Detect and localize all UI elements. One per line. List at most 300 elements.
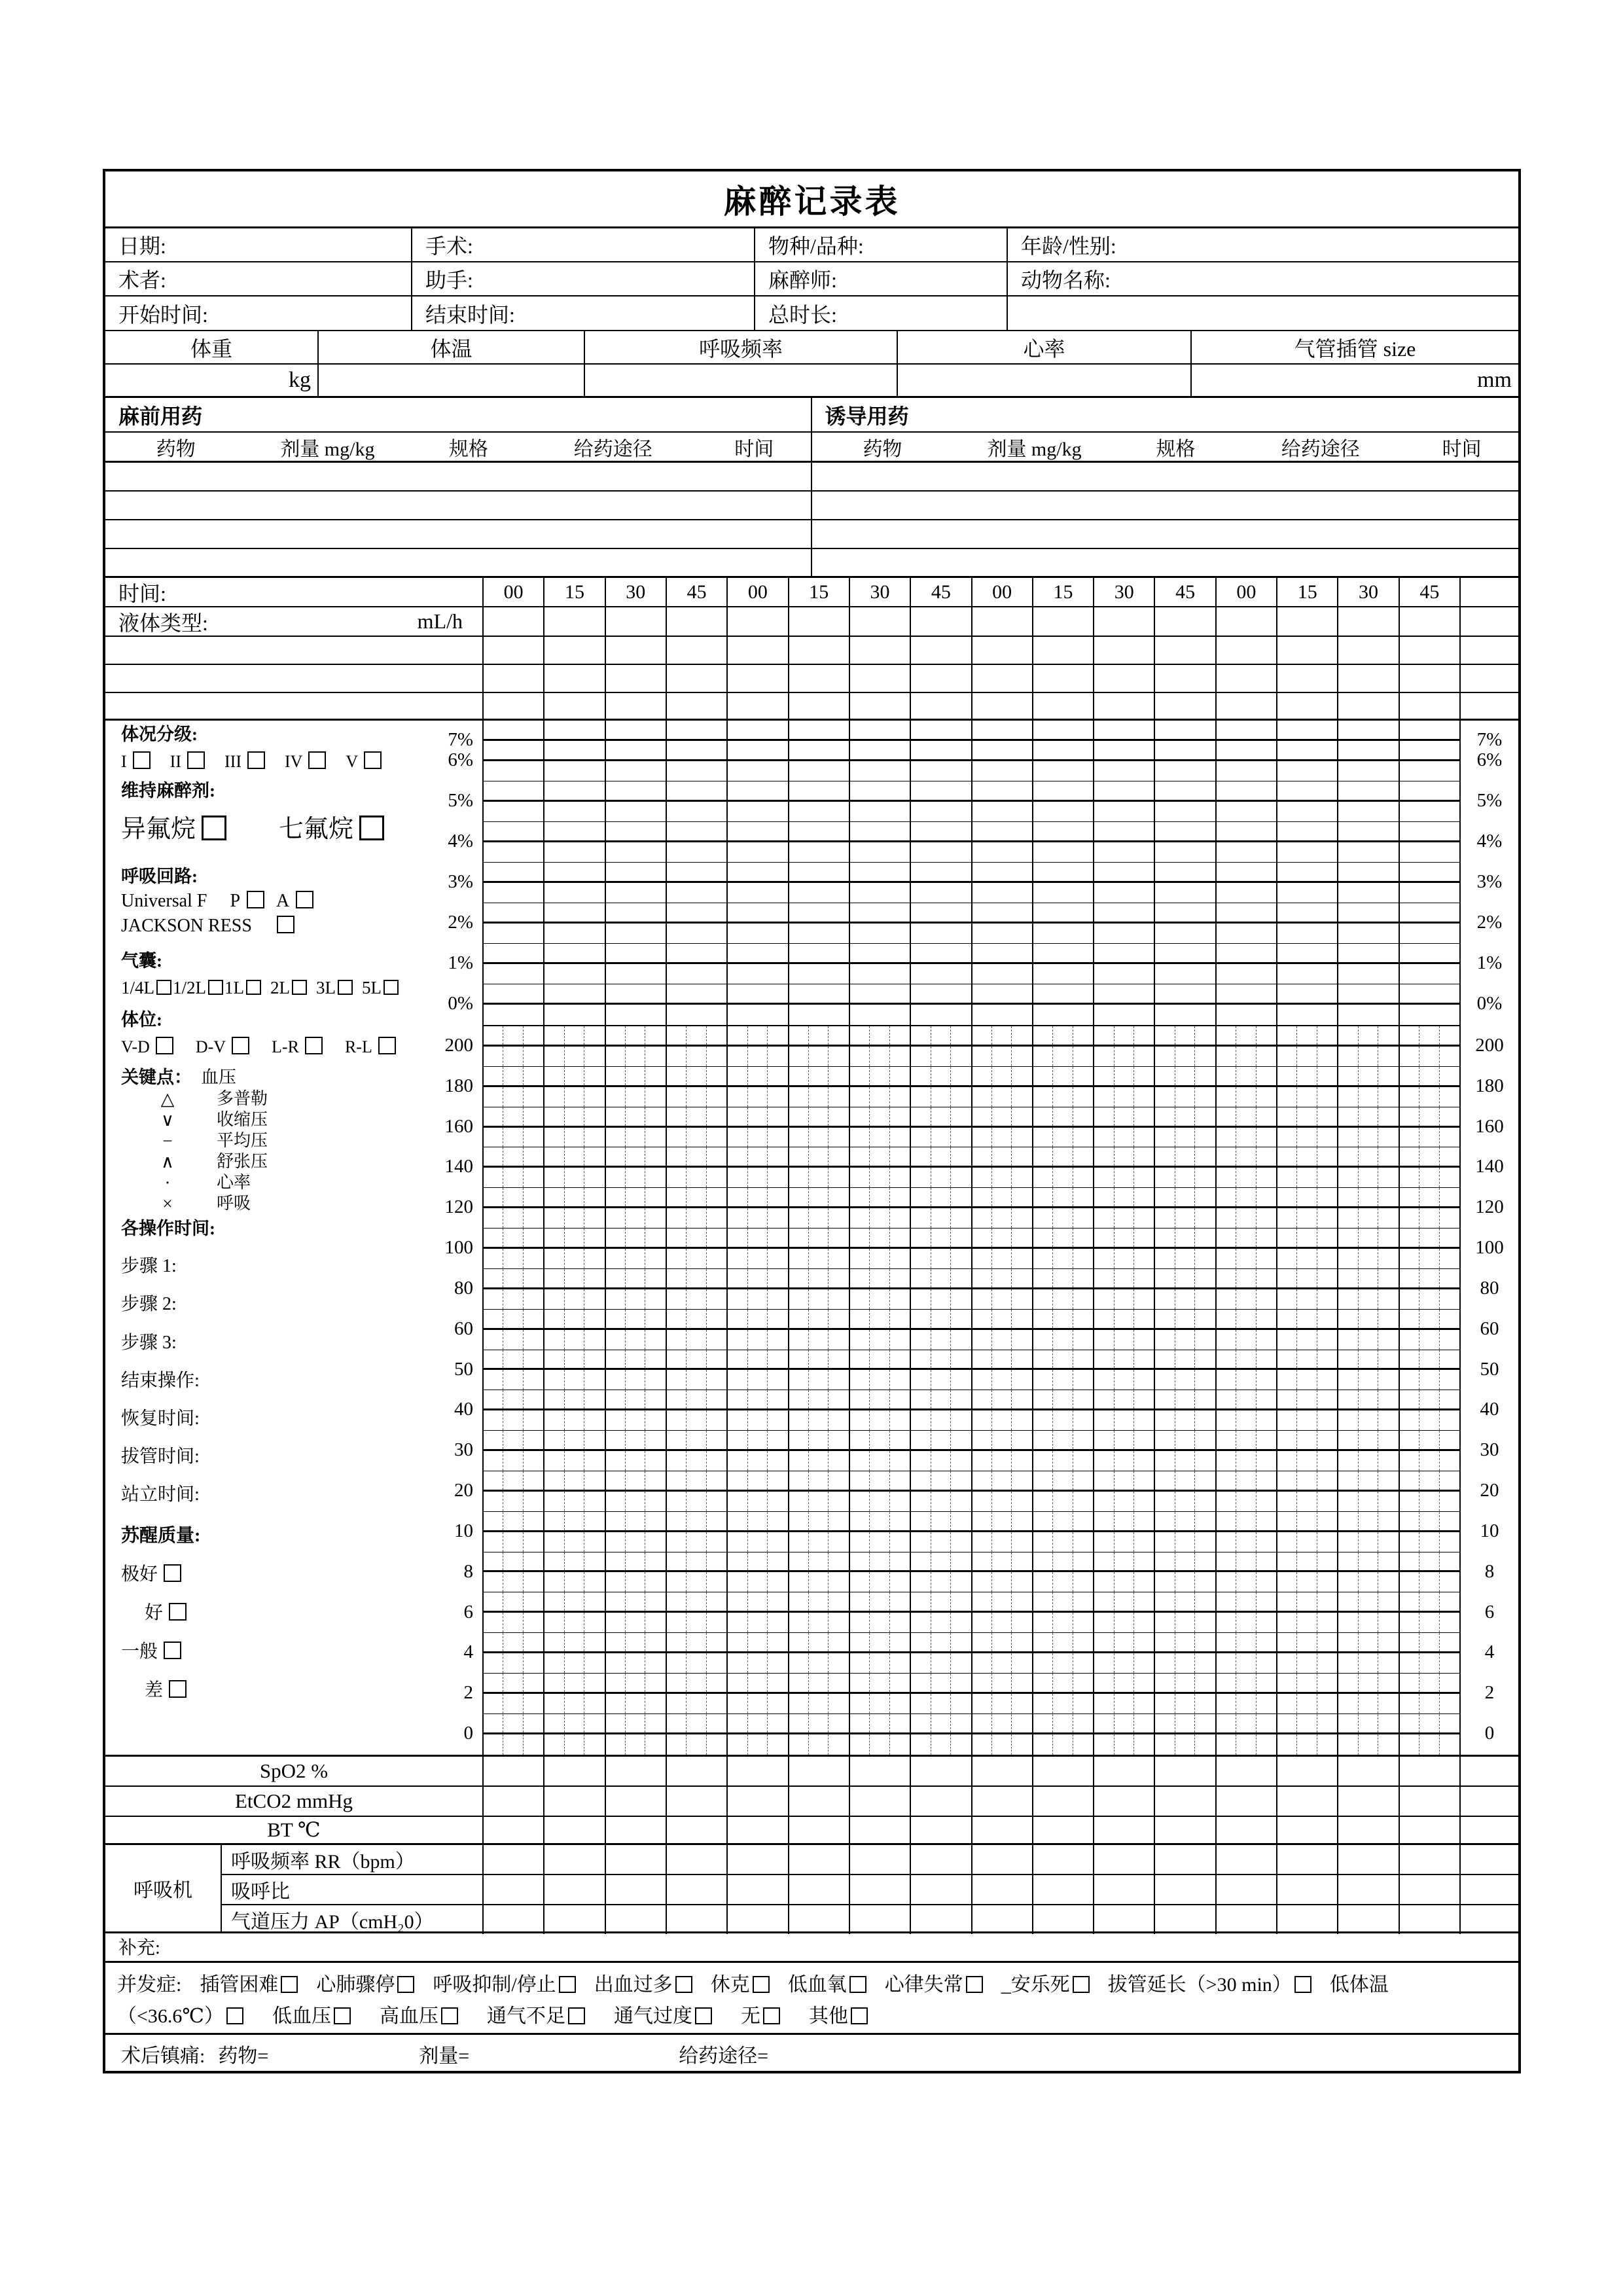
monitor-value-cell[interactable] xyxy=(911,1817,972,1843)
checkbox[interactable] xyxy=(232,1037,249,1054)
checkbox[interactable] xyxy=(246,980,261,995)
monitor-value-cell[interactable] xyxy=(911,1757,972,1785)
ventilator-row-label: 呼吸频率 RR（bpm） xyxy=(222,1845,484,1874)
percent-grid-cell xyxy=(1094,903,1155,922)
entry-cell[interactable] xyxy=(1277,665,1338,692)
monitor-value-cell[interactable] xyxy=(850,1817,911,1843)
monitor-value-cell[interactable] xyxy=(789,1817,850,1843)
ventilator-value-cell[interactable] xyxy=(1400,1875,1461,1904)
ventilator-value-cell[interactable] xyxy=(1277,1905,1338,1934)
monitor-value-cell[interactable] xyxy=(667,1757,728,1785)
ventilator-value-cell[interactable] xyxy=(1094,1905,1155,1934)
ventilator-value-cell[interactable] xyxy=(789,1845,850,1874)
optime-field[interactable]: 恢复时间: xyxy=(121,1408,200,1429)
monitor-value-cell[interactable] xyxy=(1277,1757,1338,1785)
ventilator-value-cell[interactable] xyxy=(544,1875,605,1904)
entry-cell[interactable] xyxy=(850,693,911,719)
legend-label: 多普勒 xyxy=(217,1089,268,1109)
fluid-cell[interactable] xyxy=(972,607,1033,636)
checkbox[interactable] xyxy=(378,1037,396,1054)
optime-field[interactable]: 步骤 3: xyxy=(121,1332,177,1353)
checkbox[interactable] xyxy=(383,980,399,995)
monitor-value-cell[interactable] xyxy=(1155,1817,1216,1843)
checkbox[interactable] xyxy=(966,1976,983,1993)
ventilator-value-cell[interactable] xyxy=(1400,1845,1461,1874)
induction-entry-cell[interactable] xyxy=(812,549,1519,576)
entry-cell[interactable] xyxy=(1155,665,1216,692)
ventilator-value-cell[interactable] xyxy=(1217,1875,1277,1904)
fluid-cell[interactable] xyxy=(667,607,728,636)
checkbox[interactable] xyxy=(763,2007,780,2024)
resp-rate-value-cell[interactable] xyxy=(585,365,898,396)
five-min-divider xyxy=(1115,1188,1134,1206)
monitor-value-cell[interactable] xyxy=(789,1757,850,1785)
entry-cell[interactable] xyxy=(972,637,1033,664)
entry-cell[interactable] xyxy=(972,693,1033,719)
fluid-cell[interactable] xyxy=(1400,607,1461,636)
checkbox[interactable] xyxy=(568,2007,585,2024)
monitor-value-cell[interactable] xyxy=(484,1757,544,1785)
ventilator-value-cell[interactable] xyxy=(1338,1905,1399,1934)
entry-cell[interactable] xyxy=(1400,693,1461,719)
fluid-cell[interactable] xyxy=(1094,607,1155,636)
entry-cell[interactable] xyxy=(789,693,850,719)
checkbox[interactable] xyxy=(202,816,226,840)
ventilator-value-cell[interactable] xyxy=(850,1845,911,1874)
entry-cell[interactable] xyxy=(1217,693,1277,719)
fluid-cell[interactable] xyxy=(606,607,667,636)
ventilator-value-cell[interactable] xyxy=(1338,1845,1399,1874)
five-min-divider xyxy=(1338,1714,1358,1732)
fluid-cell[interactable] xyxy=(789,607,850,636)
vital-grid-cell xyxy=(1217,1350,1277,1369)
entry-cell[interactable] xyxy=(911,693,972,719)
time-tick-cell[interactable]: 00 xyxy=(728,578,789,606)
vital-grid-cell xyxy=(1094,1572,1155,1592)
vital-grid-cell xyxy=(484,1330,544,1350)
entry-cell[interactable] xyxy=(484,637,544,664)
entry-cell[interactable] xyxy=(789,637,850,664)
five-min-divider xyxy=(1033,1168,1053,1187)
time-tick-cell[interactable]: 45 xyxy=(911,578,972,606)
assistant-field[interactable]: 助手: xyxy=(412,262,755,295)
checkbox[interactable] xyxy=(296,891,313,908)
induction-entry-cell[interactable] xyxy=(812,492,1519,519)
monitor-value-cell[interactable] xyxy=(1400,1757,1461,1785)
fluid-right-cell[interactable] xyxy=(1461,607,1518,636)
ventilator-value-cell[interactable] xyxy=(1400,1905,1461,1934)
monitor-value-cell[interactable] xyxy=(789,1787,850,1816)
ventilator-value-cell[interactable] xyxy=(484,1905,544,1934)
entry-cell[interactable] xyxy=(667,665,728,692)
five-min-divider xyxy=(626,1168,645,1187)
five-min-divider xyxy=(748,1471,768,1490)
entry-cell[interactable] xyxy=(1033,637,1094,664)
ventilator-value-cell[interactable] xyxy=(667,1845,728,1874)
checkbox[interactable] xyxy=(156,980,171,995)
ventilator-value-cell[interactable] xyxy=(1155,1875,1216,1904)
vital-grid-cell xyxy=(544,1532,605,1552)
ventilator-value-cell[interactable] xyxy=(972,1875,1033,1904)
ventilator-right-cell[interactable] xyxy=(1461,1845,1518,1874)
ventilator-value-cell[interactable] xyxy=(1094,1845,1155,1874)
ventilator-value-cell[interactable] xyxy=(728,1875,789,1904)
optime-field[interactable]: 结束操作: xyxy=(121,1370,200,1391)
five-min-divider xyxy=(870,1552,889,1571)
checkbox[interactable] xyxy=(1294,1976,1311,1993)
checkbox[interactable] xyxy=(208,980,223,995)
five-min-divider xyxy=(1359,1431,1378,1449)
time-tick-cell[interactable]: 30 xyxy=(850,578,911,606)
ventilator-value-cell[interactable] xyxy=(850,1905,911,1934)
vital-grid-cell xyxy=(728,1451,789,1471)
percent-grid-cell xyxy=(1094,924,1155,943)
monitor-value-cell[interactable] xyxy=(1338,1757,1399,1785)
checkbox[interactable] xyxy=(308,751,326,769)
entry-cell[interactable] xyxy=(606,665,667,692)
ventilator-value-cell[interactable] xyxy=(1338,1875,1399,1904)
ventilator-value-cell[interactable] xyxy=(728,1905,789,1934)
entry-cell[interactable] xyxy=(1155,637,1216,664)
fluid-cell[interactable] xyxy=(1155,607,1216,636)
species-field[interactable]: 物种/品种: xyxy=(755,228,1008,261)
monitor-right-cell[interactable] xyxy=(1461,1757,1518,1785)
five-min-divider xyxy=(1175,1269,1195,1287)
optime-field[interactable]: 步骤 1: xyxy=(121,1256,177,1277)
entry-cell[interactable] xyxy=(1338,693,1399,719)
checkbox[interactable] xyxy=(849,1976,866,1993)
monitor-value-cell[interactable] xyxy=(1033,1757,1094,1785)
monitor-value-cell[interactable] xyxy=(1338,1817,1399,1843)
entry-cell[interactable] xyxy=(544,693,605,719)
five-min-divider xyxy=(809,1208,829,1228)
entry-cell[interactable] xyxy=(850,665,911,692)
fluid-cell[interactable] xyxy=(1217,607,1277,636)
checkbox[interactable] xyxy=(675,1976,692,1993)
entry-cell[interactable] xyxy=(1217,637,1277,664)
ventilator-value-cell[interactable] xyxy=(606,1845,667,1874)
checkbox[interactable] xyxy=(338,980,353,995)
checkbox[interactable] xyxy=(851,2007,868,2024)
monitor-value-cell[interactable] xyxy=(1155,1787,1216,1816)
checkbox[interactable] xyxy=(292,980,307,995)
fluid-cell[interactable] xyxy=(1033,607,1094,636)
time-tick-cell[interactable]: 45 xyxy=(667,578,728,606)
date-field[interactable]: 日期: xyxy=(105,228,412,261)
monitor-right-cell[interactable] xyxy=(1461,1817,1518,1843)
end-time-field[interactable]: 结束时间: xyxy=(412,296,755,330)
monitor-value-cell[interactable] xyxy=(484,1787,544,1816)
time-tick-cell[interactable]: 45 xyxy=(1155,578,1216,606)
premed-entry-cell[interactable] xyxy=(105,492,812,519)
monitor-value-cell[interactable] xyxy=(911,1787,972,1816)
ventilator-value-cell[interactable] xyxy=(667,1875,728,1904)
info-empty-cell[interactable] xyxy=(1008,296,1518,330)
entry-cell[interactable] xyxy=(1094,665,1155,692)
vital-grid-cell xyxy=(789,1350,850,1369)
ventilator-value-cell[interactable] xyxy=(789,1905,850,1934)
entry-cell[interactable] xyxy=(1155,693,1216,719)
ventilator-value-cell[interactable] xyxy=(850,1875,911,1904)
time-tick-cell[interactable]: 30 xyxy=(606,578,667,606)
optime-field[interactable]: 站立时间: xyxy=(121,1484,200,1505)
entry-cell[interactable] xyxy=(911,637,972,664)
supplement-row[interactable] xyxy=(105,1933,1518,1963)
premed-entry-cell[interactable] xyxy=(105,549,812,576)
entry-cell[interactable] xyxy=(1033,665,1094,692)
ventilator-value-cell[interactable] xyxy=(606,1875,667,1904)
monitor-value-cell[interactable] xyxy=(1277,1787,1338,1816)
monitor-row-label: BT ℃ xyxy=(105,1817,484,1843)
five-min-divider xyxy=(992,1168,1012,1187)
time-right-cell[interactable] xyxy=(1461,578,1518,606)
entry-cell[interactable] xyxy=(1094,637,1155,664)
time-tick-cell[interactable]: 30 xyxy=(1338,578,1399,606)
monitor-value-cell[interactable] xyxy=(1033,1817,1094,1843)
ventilator-right-cell[interactable] xyxy=(1461,1905,1518,1934)
entry-cell[interactable] xyxy=(789,665,850,692)
monitor-value-cell[interactable] xyxy=(1094,1757,1155,1785)
ventilator-value-cell[interactable] xyxy=(911,1905,972,1934)
ventilator-right-cell[interactable] xyxy=(1461,1875,1518,1904)
entry-cell[interactable] xyxy=(728,665,789,692)
ventilator-value-cell[interactable] xyxy=(1033,1905,1094,1934)
fluid-cell[interactable] xyxy=(1277,607,1338,636)
entry-cell-right[interactable] xyxy=(1461,637,1518,664)
entry-cell[interactable] xyxy=(1400,665,1461,692)
monitor-value-cell[interactable] xyxy=(1094,1787,1155,1816)
checkbox[interactable] xyxy=(359,816,384,840)
monitor-value-cell[interactable] xyxy=(972,1817,1033,1843)
ventilator-value-cell[interactable] xyxy=(972,1905,1033,1934)
five-min-divider xyxy=(850,1552,870,1571)
five-min-divider xyxy=(850,1633,870,1651)
checkbox[interactable] xyxy=(334,2007,351,2024)
ventilator-value-cell[interactable] xyxy=(1217,1905,1277,1934)
premed-entry-cell[interactable] xyxy=(105,463,812,490)
monitor-value-cell[interactable] xyxy=(728,1757,789,1785)
entry-cell[interactable] xyxy=(1094,693,1155,719)
heart-rate-value-cell[interactable] xyxy=(898,365,1192,396)
entry-cell[interactable] xyxy=(728,637,789,664)
checkbox[interactable] xyxy=(169,1680,187,1698)
checkbox[interactable] xyxy=(164,1564,181,1582)
entry-cell-right[interactable] xyxy=(1461,665,1518,692)
ventilator-value-cell[interactable] xyxy=(1155,1845,1216,1874)
monitor-value-cell[interactable] xyxy=(606,1787,667,1816)
five-min-divider xyxy=(565,1552,584,1571)
monitor-value-cell[interactable] xyxy=(850,1757,911,1785)
time-tick-cell[interactable]: 15 xyxy=(1277,578,1338,606)
monitor-value-cell[interactable] xyxy=(850,1787,911,1816)
monitor-value-cell[interactable] xyxy=(1217,1757,1277,1785)
entry-cell[interactable] xyxy=(544,637,605,664)
animal-name-field[interactable]: 动物名称: xyxy=(1021,268,1111,292)
checkbox[interactable] xyxy=(397,1976,414,1993)
ventilator-value-cell[interactable] xyxy=(1094,1875,1155,1904)
checkbox[interactable] xyxy=(364,751,382,769)
five-min-divider xyxy=(911,1229,931,1247)
checkbox[interactable] xyxy=(277,916,294,933)
monitor-value-cell[interactable] xyxy=(544,1787,605,1816)
checkbox[interactable] xyxy=(169,1603,187,1621)
entry-cell[interactable] xyxy=(606,637,667,664)
checkbox[interactable] xyxy=(156,1037,173,1054)
monitor-value-cell[interactable] xyxy=(972,1757,1033,1785)
fluid-cell[interactable] xyxy=(911,607,972,636)
ventilator-value-cell[interactable] xyxy=(1033,1875,1094,1904)
monitor-value-cell[interactable] xyxy=(544,1817,605,1843)
checkbox[interactable] xyxy=(281,1976,298,1993)
optime-field[interactable]: 拔管时间: xyxy=(121,1446,200,1467)
entry-cell[interactable] xyxy=(1277,637,1338,664)
start-time-field[interactable]: 开始时间: xyxy=(105,296,412,330)
age-sex-field[interactable]: 年龄/性别: xyxy=(1021,234,1116,258)
checkbox[interactable] xyxy=(753,1976,770,1993)
entry-cell[interactable] xyxy=(972,665,1033,692)
anesthetist-field[interactable]: 麻醉师: xyxy=(755,262,1008,295)
monitor-value-cell[interactable] xyxy=(1338,1787,1399,1816)
vital-signs-grid[interactable] xyxy=(484,1026,1461,1755)
monitor-value-cell[interactable] xyxy=(1155,1757,1216,1785)
time-tick-cell[interactable]: 15 xyxy=(544,578,605,606)
time-tick-cell[interactable]: 45 xyxy=(1400,578,1461,606)
checkbox[interactable] xyxy=(441,2007,458,2024)
ventilator-value-cell[interactable] xyxy=(1277,1845,1338,1874)
ventilator-value-cell[interactable] xyxy=(1033,1845,1094,1874)
checkbox[interactable] xyxy=(559,1976,576,1993)
entry-cell[interactable] xyxy=(728,693,789,719)
fluid-cell[interactable] xyxy=(484,607,544,636)
fluid-cell[interactable] xyxy=(544,607,605,636)
entry-cell[interactable] xyxy=(911,665,972,692)
monitor-value-cell[interactable] xyxy=(1217,1787,1277,1816)
surgery-field[interactable]: 手术: xyxy=(412,228,755,261)
monitor-right-cell[interactable] xyxy=(1461,1787,1518,1816)
monitor-value-cell[interactable] xyxy=(1400,1787,1461,1816)
monitor-value-cell[interactable] xyxy=(667,1787,728,1816)
fluid-cell[interactable] xyxy=(728,607,789,636)
analgesia-dose-field[interactable]: 剂量= xyxy=(419,2045,470,2067)
entry-cell[interactable] xyxy=(1338,665,1399,692)
analgesia-drug-field[interactable]: 药物= xyxy=(218,2045,269,2067)
monitor-value-cell[interactable] xyxy=(728,1787,789,1816)
monitor-value-cell[interactable] xyxy=(484,1817,544,1843)
entry-cell[interactable] xyxy=(1033,693,1094,719)
monitor-value-cell[interactable] xyxy=(1277,1817,1338,1843)
entry-cell[interactable] xyxy=(544,665,605,692)
entry-cell[interactable] xyxy=(1338,637,1399,664)
time-tick-cell[interactable]: 00 xyxy=(484,578,544,606)
ventilator-value-cell[interactable] xyxy=(728,1845,789,1874)
fluid-cell[interactable] xyxy=(850,607,911,636)
entry-cell[interactable] xyxy=(667,637,728,664)
checkbox[interactable] xyxy=(247,751,265,769)
entry-cell[interactable] xyxy=(1400,637,1461,664)
premed-entry-cell[interactable] xyxy=(105,520,812,548)
tube-size-value-cell[interactable]: mm xyxy=(1477,368,1512,392)
five-min-divider xyxy=(1033,1674,1053,1692)
time-tick-cell[interactable]: 30 xyxy=(1094,578,1155,606)
checkbox[interactable] xyxy=(695,2007,712,2024)
ventilator-value-cell[interactable] xyxy=(544,1845,605,1874)
monitor-value-cell[interactable] xyxy=(1217,1817,1277,1843)
temperature-value-cell[interactable] xyxy=(319,365,585,396)
checkbox[interactable] xyxy=(133,751,151,769)
ventilator-value-cell[interactable] xyxy=(789,1875,850,1904)
vital-grid-cell xyxy=(911,1410,972,1430)
weight-value-cell[interactable]: kg xyxy=(105,365,319,396)
entry-cell[interactable] xyxy=(484,665,544,692)
ventilator-value-cell[interactable] xyxy=(484,1845,544,1874)
analgesia-route-field[interactable]: 给药途径= xyxy=(679,2045,769,2067)
monitor-value-cell[interactable] xyxy=(1400,1817,1461,1843)
ventilator-value-cell[interactable] xyxy=(1155,1905,1216,1934)
monitor-value-cell[interactable] xyxy=(972,1787,1033,1816)
entry-cell[interactable] xyxy=(1217,665,1277,692)
five-min-divider xyxy=(850,1269,870,1287)
fluid-cell[interactable] xyxy=(1338,607,1399,636)
percent-grid-cell xyxy=(606,1005,667,1025)
surgeon-field[interactable]: 术者: xyxy=(105,262,412,295)
entry-cell-right[interactable] xyxy=(1461,693,1518,719)
monitor-value-cell[interactable] xyxy=(606,1757,667,1785)
ventilator-value-cell[interactable] xyxy=(1277,1875,1338,1904)
ventilator-value-cell[interactable] xyxy=(1217,1845,1277,1874)
time-tick-cell[interactable]: 15 xyxy=(789,578,850,606)
five-min-divider xyxy=(1359,1633,1378,1651)
entry-cell[interactable] xyxy=(606,693,667,719)
five-min-divider xyxy=(626,1552,645,1571)
time-tick-cell[interactable]: 15 xyxy=(1033,578,1094,606)
checkbox[interactable] xyxy=(1073,1976,1090,1993)
chart-grid[interactable] xyxy=(484,721,1461,1755)
percent-grid-cell xyxy=(728,1005,789,1025)
checkbox[interactable] xyxy=(187,751,205,769)
ventilator-value-cell[interactable] xyxy=(606,1905,667,1934)
five-min-divider xyxy=(484,1128,503,1147)
ventilator-value-cell[interactable] xyxy=(972,1845,1033,1874)
checkbox[interactable] xyxy=(305,1037,323,1054)
time-tick-cell[interactable]: 00 xyxy=(1217,578,1277,606)
monitor-value-cell[interactable] xyxy=(544,1757,605,1785)
ventilator-value-cell[interactable] xyxy=(911,1845,972,1874)
checkbox[interactable] xyxy=(247,891,264,908)
ventilator-value-cell[interactable] xyxy=(911,1875,972,1904)
checkbox[interactable] xyxy=(164,1641,181,1659)
induction-entry-cell[interactable] xyxy=(812,520,1519,548)
entry-cell[interactable] xyxy=(667,693,728,719)
induction-entry-cell[interactable] xyxy=(812,463,1519,490)
optime-field[interactable]: 步骤 2: xyxy=(121,1294,177,1315)
ventilator-value-cell[interactable] xyxy=(544,1905,605,1934)
duration-field[interactable]: 总时长: xyxy=(755,296,1008,330)
entry-cell[interactable] xyxy=(1277,693,1338,719)
ventilator-value-cell[interactable] xyxy=(667,1905,728,1934)
checkbox[interactable] xyxy=(226,2007,243,2024)
monitor-value-cell[interactable] xyxy=(667,1817,728,1843)
time-tick-cell[interactable]: 00 xyxy=(972,578,1033,606)
monitor-value-cell[interactable] xyxy=(728,1817,789,1843)
monitor-value-cell[interactable] xyxy=(606,1817,667,1843)
five-min-divider xyxy=(972,1370,992,1390)
ventilator-value-cell[interactable] xyxy=(484,1875,544,1904)
anesthetic-percent-grid[interactable] xyxy=(484,721,1461,1026)
entry-cell[interactable] xyxy=(850,637,911,664)
entry-cell[interactable] xyxy=(484,693,544,719)
monitor-value-cell[interactable] xyxy=(1094,1817,1155,1843)
monitor-value-cell[interactable] xyxy=(1033,1787,1094,1816)
